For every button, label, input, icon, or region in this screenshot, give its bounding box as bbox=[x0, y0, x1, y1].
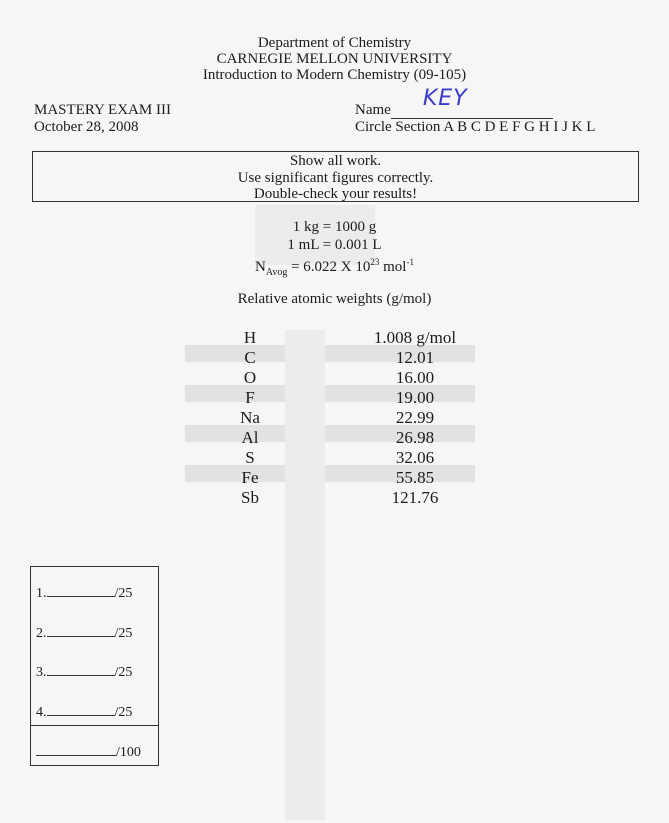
element-symbol: Fe bbox=[241, 468, 259, 487]
exam-title: MASTERY EXAM III bbox=[34, 102, 171, 118]
avogadro-exponent: 23 bbox=[370, 257, 380, 267]
department-heading: Department of Chemistry bbox=[257, 35, 412, 51]
section-label: Circle Section A B C D E F G H I J K L bbox=[355, 119, 596, 135]
element-weight: 19.00 bbox=[395, 388, 435, 407]
score-label: 2. bbox=[36, 626, 47, 641]
avogadro-unit: mol bbox=[379, 259, 407, 275]
instruction-line: Use significant figures correctly. bbox=[237, 169, 434, 186]
score-blank[interactable] bbox=[47, 662, 115, 676]
constant-kg: 1 kg = 1000 g bbox=[292, 219, 377, 235]
avogadro-subscript: Avog bbox=[265, 267, 288, 278]
course-heading: Introduction to Modern Chemistry (09-105) bbox=[202, 67, 467, 83]
score-divider bbox=[31, 725, 158, 726]
instruction-line: Show all work. bbox=[289, 153, 382, 169]
element-weight: 16.00 bbox=[395, 368, 435, 387]
score-row bbox=[36, 623, 132, 642]
avogadro-symbol: N bbox=[255, 259, 266, 275]
score-row bbox=[36, 662, 132, 681]
element-symbol: Na bbox=[240, 408, 260, 427]
constants-block bbox=[0, 219, 669, 282]
score-max: /25 bbox=[114, 626, 133, 641]
score-blank[interactable] bbox=[47, 583, 115, 597]
table-row bbox=[200, 428, 490, 448]
table-row bbox=[200, 448, 490, 468]
table-row bbox=[200, 388, 490, 408]
element-weight: 26.98 bbox=[395, 428, 435, 447]
score-blank[interactable] bbox=[47, 623, 115, 637]
avogadro-equation: = 6.022 X 10 bbox=[287, 259, 371, 275]
instruction-line: Double-check your results! bbox=[253, 186, 418, 202]
score-total-row bbox=[36, 742, 141, 761]
instructions-box bbox=[32, 151, 639, 202]
score-row bbox=[36, 583, 132, 602]
name-label: Name bbox=[355, 102, 391, 118]
score-total-max: /100 bbox=[116, 745, 141, 760]
score-max: /25 bbox=[114, 705, 133, 720]
weights-title: Relative atomic weights (g/mol) bbox=[237, 291, 432, 307]
avogadro-unit-exponent: -1 bbox=[406, 257, 414, 267]
score-label: 3. bbox=[36, 665, 47, 680]
name-field[interactable] bbox=[355, 86, 655, 119]
score-box bbox=[30, 566, 159, 766]
score-max: /25 bbox=[114, 665, 133, 680]
element-weight: 121.76 bbox=[391, 488, 439, 507]
element-symbol: O bbox=[243, 368, 257, 387]
element-symbol: Sb bbox=[241, 488, 259, 507]
table-row bbox=[200, 488, 490, 508]
score-label: 4. bbox=[36, 705, 47, 720]
element-symbol: H bbox=[243, 328, 257, 347]
name-value-handwritten: KEY bbox=[422, 86, 468, 111]
element-weight: 12.01 bbox=[395, 348, 435, 367]
student-info bbox=[355, 86, 655, 136]
exam-info bbox=[34, 102, 171, 136]
table-row bbox=[200, 328, 490, 348]
constant-avogadro bbox=[0, 254, 669, 282]
score-max: /25 bbox=[114, 586, 133, 601]
element-weight: 55.85 bbox=[395, 468, 435, 487]
element-symbol: Al bbox=[241, 428, 259, 447]
element-symbol: F bbox=[245, 388, 255, 407]
score-row bbox=[36, 702, 132, 721]
score-label: 1. bbox=[36, 586, 47, 601]
constant-ml: 1 mL = 0.001 L bbox=[287, 236, 382, 253]
element-symbol: C bbox=[244, 348, 256, 367]
score-total-blank[interactable] bbox=[36, 742, 116, 756]
atomic-weights-table bbox=[200, 328, 490, 508]
table-row bbox=[200, 468, 490, 488]
element-symbol: S bbox=[245, 448, 255, 467]
element-weight: 32.06 bbox=[395, 448, 435, 467]
name-line bbox=[391, 86, 553, 119]
score-blank[interactable] bbox=[47, 702, 115, 716]
university-heading: CARNEGIE MELLON UNIVERSITY bbox=[216, 51, 453, 67]
table-row bbox=[200, 408, 490, 428]
element-weight: 22.99 bbox=[395, 408, 435, 427]
element-weight: 1.008 g/mol bbox=[373, 328, 457, 347]
table-row bbox=[200, 348, 490, 368]
table-row bbox=[200, 368, 490, 388]
exam-date: October 28, 2008 bbox=[34, 119, 139, 135]
